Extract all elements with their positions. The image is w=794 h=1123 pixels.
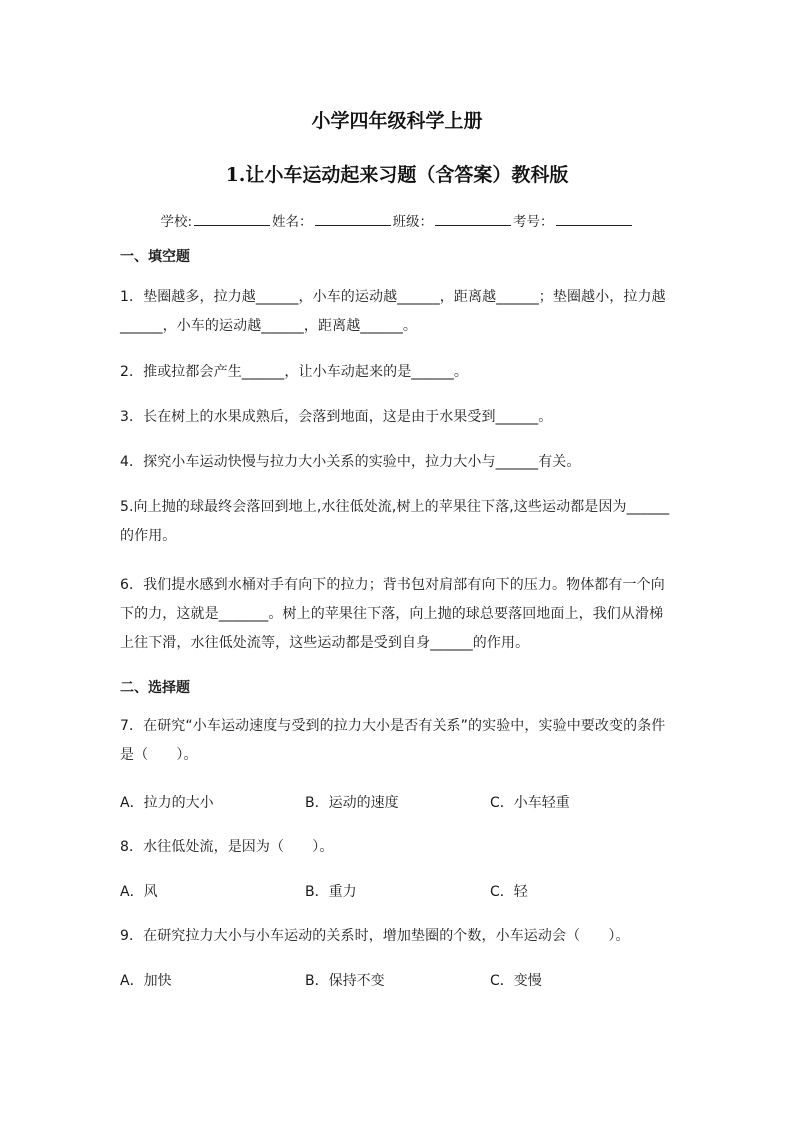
question-4: 4．探究小车运动快慢与拉力大小关系的实验中，拉力大小与______有关。: [120, 454, 581, 470]
option-c: C．小车轻重: [490, 795, 570, 811]
option-b: B．重力: [305, 884, 357, 900]
option-b: B．运动的速度: [305, 795, 399, 811]
section-multiple-choice: 二、选择题: [120, 680, 190, 696]
school-label: 学校:: [160, 214, 193, 230]
section-fill-in-blank: 一、填空题: [120, 249, 190, 265]
question-6: 6．我们提水感到水桶对手有向下的拉力；背书包对肩部有向下的压力。物体都有一个向下的力，这就是_______。树上的苹果往下落，向上抛的球总要落回地面上，我们从滑梯上往下滑，水往低处流等，这些运动都是受到自身______的作用。: [120, 577, 665, 651]
question-9-options: [120, 970, 680, 990]
question-9: 9．在研究拉力大小与小车运动的关系时，增加垫圈的个数，小车运动会（ ）。: [120, 928, 630, 944]
class-label: 班级：: [392, 214, 434, 230]
question-7-options: [120, 792, 680, 812]
option-a: A．加快: [120, 973, 172, 989]
question-2: 2．推或拉都会产生______，让小车动起来的是______。: [120, 364, 469, 380]
question-5: 5.向上抛的球最终会落回到地上,水往低处流,树上的苹果往下落,这些运动都是因为______的作用。: [120, 499, 670, 544]
worksheet-title: 小学四年级科学上册: [311, 110, 483, 132]
name-label: 姓名：: [272, 214, 313, 230]
question-1: 1．垫圈越多，拉力越______，小车的运动越______，距离越______；垫圈越小，拉力越______，小车的运动越______，距离越______。: [120, 289, 666, 334]
option-a: A．拉力的大小: [120, 795, 214, 811]
option-c: C．变慢: [490, 973, 542, 989]
exam-number-blank: [556, 213, 632, 226]
question-3: 3．长在树上的水果成熟后，会落到地面，这是由于水果受到______。: [120, 409, 553, 425]
exam-number-label: 考号：: [513, 214, 554, 230]
option-c: C．轻: [490, 884, 528, 900]
question-7: 7．在研究“小车运动速度与受到的拉力大小是否有关系”的实验中，实验中要改变的条件是（ ）。: [120, 718, 666, 763]
name-blank: [315, 213, 391, 226]
option-b: B．保持不变: [305, 973, 385, 989]
worksheet-subtitle: 1.让小车运动起来习题（含答案）教科版: [225, 164, 569, 186]
class-blank: [435, 213, 511, 226]
school-blank: [194, 213, 270, 226]
question-8-options: [120, 881, 680, 901]
student-info-line: [0, 210, 794, 230]
option-a: A．风: [120, 884, 158, 900]
question-8: 8．水往低处流，是因为（ ）。: [120, 839, 334, 855]
